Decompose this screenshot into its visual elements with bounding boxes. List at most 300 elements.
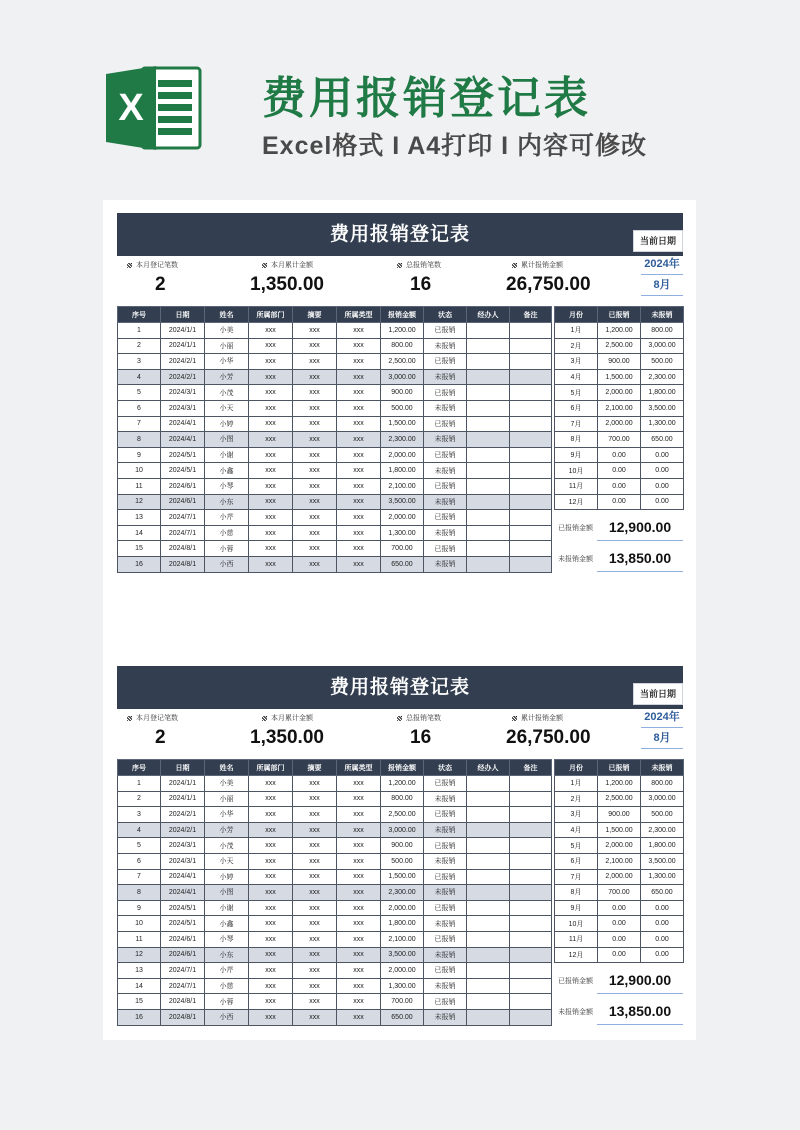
cell-department[interactable]: xxx [249, 947, 293, 963]
cell-amount[interactable]: 900.00 [381, 838, 424, 854]
column-header[interactable]: 姓名 [205, 307, 249, 323]
cell-amount[interactable]: 1,200.00 [381, 323, 424, 339]
cell-name[interactable]: 小婷 [205, 869, 249, 885]
cell-department[interactable]: xxx [249, 916, 293, 932]
cell-unpaid[interactable]: 0.00 [641, 494, 684, 510]
cell-name[interactable]: 小婷 [205, 416, 249, 432]
cell-note[interactable] [510, 822, 552, 838]
cell-summary[interactable]: xxx [293, 776, 337, 792]
summary-column-header[interactable]: 未报销 [641, 760, 684, 776]
cell-summary[interactable]: xxx [293, 354, 337, 370]
cell-type[interactable]: xxx [337, 400, 381, 416]
cell-department[interactable]: xxx [249, 822, 293, 838]
cell-index[interactable]: 8 [118, 885, 161, 901]
cell-summary[interactable]: xxx [293, 822, 337, 838]
cell-department[interactable]: xxx [249, 510, 293, 526]
summary-row[interactable] [555, 916, 684, 932]
cell-status[interactable]: 未报销 [424, 791, 467, 807]
summary-row[interactable] [555, 400, 684, 416]
cell-index[interactable]: 2 [118, 338, 161, 354]
cell-name[interactable]: 小芳 [205, 369, 249, 385]
cell-handler[interactable] [467, 369, 510, 385]
summary-row[interactable] [555, 931, 684, 947]
cell-name[interactable]: 小西 [205, 1009, 249, 1025]
cell-type[interactable]: xxx [337, 525, 381, 541]
cell-date[interactable]: 2024/2/1 [161, 822, 205, 838]
cell-handler[interactable] [467, 416, 510, 432]
cell-amount[interactable]: 2,500.00 [381, 807, 424, 823]
cell-summary[interactable]: xxx [293, 978, 337, 994]
table-row[interactable] [118, 416, 552, 432]
cell-paid[interactable]: 2,500.00 [598, 338, 641, 354]
cell-index[interactable]: 5 [118, 385, 161, 401]
cell-index[interactable]: 9 [118, 447, 161, 463]
summary-column-header[interactable]: 已报销 [598, 307, 641, 323]
cell-paid[interactable]: 2,000.00 [598, 869, 641, 885]
cell-name[interactable]: 小鑫 [205, 463, 249, 479]
column-header[interactable]: 日期 [161, 307, 205, 323]
summary-row[interactable] [555, 791, 684, 807]
cell-index[interactable]: 16 [118, 556, 161, 572]
cell-handler[interactable] [467, 556, 510, 572]
cell-date[interactable]: 2024/1/1 [161, 791, 205, 807]
cell-month[interactable]: 12月 [555, 947, 598, 963]
cell-name[interactable]: 小芹 [205, 510, 249, 526]
cell-month[interactable]: 7月 [555, 869, 598, 885]
cell-note[interactable] [510, 385, 552, 401]
cell-handler[interactable] [467, 978, 510, 994]
cell-index[interactable]: 8 [118, 432, 161, 448]
column-header[interactable]: 序号 [118, 307, 161, 323]
summary-row[interactable] [555, 338, 684, 354]
summary-column-header[interactable]: 已报销 [598, 760, 641, 776]
cell-paid[interactable]: 1,500.00 [598, 822, 641, 838]
cell-index[interactable]: 4 [118, 369, 161, 385]
cell-handler[interactable] [467, 1009, 510, 1025]
cell-index[interactable]: 2 [118, 791, 161, 807]
cell-unpaid[interactable]: 800.00 [641, 323, 684, 339]
cell-type[interactable]: xxx [337, 885, 381, 901]
cell-department[interactable]: xxx [249, 478, 293, 494]
cell-name[interactable]: 小东 [205, 947, 249, 963]
cell-paid[interactable]: 700.00 [598, 885, 641, 901]
table-row[interactable] [118, 478, 552, 494]
table-row[interactable] [118, 869, 552, 885]
cell-handler[interactable] [467, 916, 510, 932]
cell-index[interactable]: 1 [118, 323, 161, 339]
current-year-cell[interactable]: 2024年 [641, 708, 683, 728]
cell-handler[interactable] [467, 510, 510, 526]
cell-index[interactable]: 14 [118, 525, 161, 541]
table-row[interactable] [118, 323, 552, 339]
cell-note[interactable] [510, 463, 552, 479]
cell-amount[interactable]: 650.00 [381, 1009, 424, 1025]
cell-note[interactable] [510, 1009, 552, 1025]
cell-type[interactable]: xxx [337, 869, 381, 885]
cell-month[interactable]: 9月 [555, 900, 598, 916]
cell-handler[interactable] [467, 447, 510, 463]
cell-name[interactable]: 小茂 [205, 838, 249, 854]
cell-summary[interactable]: xxx [293, 1009, 337, 1025]
table-row[interactable] [118, 885, 552, 901]
cell-department[interactable]: xxx [249, 416, 293, 432]
cell-index[interactable]: 3 [118, 807, 161, 823]
cell-index[interactable]: 12 [118, 494, 161, 510]
cell-type[interactable]: xxx [337, 463, 381, 479]
cell-note[interactable] [510, 931, 552, 947]
cell-unpaid[interactable]: 1,300.00 [641, 869, 684, 885]
column-header[interactable]: 摘要 [293, 760, 337, 776]
summary-row[interactable] [555, 885, 684, 901]
summary-row[interactable] [555, 323, 684, 339]
cell-type[interactable]: xxx [337, 369, 381, 385]
cell-type[interactable]: xxx [337, 478, 381, 494]
cell-index[interactable]: 15 [118, 541, 161, 557]
cell-status[interactable]: 已报销 [424, 807, 467, 823]
table-row[interactable] [118, 385, 552, 401]
cell-summary[interactable]: xxx [293, 994, 337, 1010]
cell-index[interactable]: 13 [118, 510, 161, 526]
cell-note[interactable] [510, 853, 552, 869]
cell-index[interactable]: 1 [118, 776, 161, 792]
cell-type[interactable]: xxx [337, 323, 381, 339]
cell-date[interactable]: 2024/5/1 [161, 447, 205, 463]
cell-handler[interactable] [467, 900, 510, 916]
cell-type[interactable]: xxx [337, 963, 381, 979]
cell-amount[interactable]: 1,200.00 [381, 776, 424, 792]
cell-status[interactable]: 未报销 [424, 338, 467, 354]
cell-note[interactable] [510, 838, 552, 854]
summary-column-header[interactable]: 未报销 [641, 307, 684, 323]
cell-unpaid[interactable]: 3,000.00 [641, 338, 684, 354]
cell-name[interactable]: 小琴 [205, 931, 249, 947]
cell-paid[interactable]: 0.00 [598, 494, 641, 510]
table-row[interactable] [118, 791, 552, 807]
cell-department[interactable]: xxx [249, 1009, 293, 1025]
cell-index[interactable]: 11 [118, 931, 161, 947]
cell-unpaid[interactable]: 500.00 [641, 807, 684, 823]
cell-status[interactable]: 已报销 [424, 510, 467, 526]
cell-date[interactable]: 2024/5/1 [161, 900, 205, 916]
cell-department[interactable]: xxx [249, 838, 293, 854]
cell-unpaid[interactable]: 0.00 [641, 447, 684, 463]
cell-amount[interactable]: 2,300.00 [381, 885, 424, 901]
cell-department[interactable]: xxx [249, 525, 293, 541]
cell-note[interactable] [510, 541, 552, 557]
cell-handler[interactable] [467, 963, 510, 979]
column-header[interactable]: 所属部门 [249, 760, 293, 776]
cell-type[interactable]: xxx [337, 994, 381, 1010]
cell-status[interactable]: 未报销 [424, 432, 467, 448]
cell-index[interactable]: 10 [118, 463, 161, 479]
cell-amount[interactable]: 2,000.00 [381, 963, 424, 979]
cell-status[interactable]: 未报销 [424, 494, 467, 510]
summary-row[interactable] [555, 447, 684, 463]
cell-name[interactable]: 小天 [205, 400, 249, 416]
cell-note[interactable] [510, 432, 552, 448]
cell-summary[interactable]: xxx [293, 447, 337, 463]
cell-unpaid[interactable]: 0.00 [641, 916, 684, 932]
cell-type[interactable]: xxx [337, 432, 381, 448]
cell-handler[interactable] [467, 947, 510, 963]
cell-paid[interactable]: 1,500.00 [598, 369, 641, 385]
table-row[interactable] [118, 963, 552, 979]
cell-note[interactable] [510, 807, 552, 823]
cell-paid[interactable]: 2,100.00 [598, 400, 641, 416]
cell-department[interactable]: xxx [249, 994, 293, 1010]
cell-handler[interactable] [467, 838, 510, 854]
cell-note[interactable] [510, 916, 552, 932]
cell-unpaid[interactable]: 3,500.00 [641, 400, 684, 416]
cell-paid[interactable]: 0.00 [598, 931, 641, 947]
cell-unpaid[interactable]: 1,300.00 [641, 416, 684, 432]
cell-status[interactable]: 已报销 [424, 776, 467, 792]
cell-name[interactable]: 小慈 [205, 525, 249, 541]
column-header[interactable]: 日期 [161, 760, 205, 776]
cell-date[interactable]: 2024/3/1 [161, 853, 205, 869]
cell-index[interactable]: 14 [118, 978, 161, 994]
cell-index[interactable]: 7 [118, 869, 161, 885]
cell-paid[interactable]: 2,000.00 [598, 385, 641, 401]
cell-summary[interactable]: xxx [293, 963, 337, 979]
cell-date[interactable]: 2024/2/1 [161, 354, 205, 370]
cell-month[interactable]: 8月 [555, 432, 598, 448]
summary-row[interactable] [555, 385, 684, 401]
cell-note[interactable] [510, 338, 552, 354]
cell-date[interactable]: 2024/7/1 [161, 510, 205, 526]
cell-handler[interactable] [467, 338, 510, 354]
cell-note[interactable] [510, 978, 552, 994]
cell-type[interactable]: xxx [337, 385, 381, 401]
cell-name[interactable]: 小华 [205, 807, 249, 823]
cell-handler[interactable] [467, 494, 510, 510]
table-row[interactable] [118, 978, 552, 994]
cell-date[interactable]: 2024/5/1 [161, 916, 205, 932]
cell-department[interactable]: xxx [249, 776, 293, 792]
table-row[interactable] [118, 994, 552, 1010]
table-row[interactable] [118, 776, 552, 792]
cell-date[interactable]: 2024/7/1 [161, 525, 205, 541]
column-header[interactable]: 所属类型 [337, 307, 381, 323]
table-row[interactable] [118, 838, 552, 854]
cell-handler[interactable] [467, 853, 510, 869]
summary-row[interactable] [555, 853, 684, 869]
cell-paid[interactable]: 1,200.00 [598, 323, 641, 339]
cell-index[interactable]: 3 [118, 354, 161, 370]
cell-handler[interactable] [467, 541, 510, 557]
cell-department[interactable]: xxx [249, 869, 293, 885]
cell-department[interactable]: xxx [249, 447, 293, 463]
cell-handler[interactable] [467, 354, 510, 370]
cell-name[interactable]: 小谢 [205, 900, 249, 916]
table-row[interactable] [118, 338, 552, 354]
cell-type[interactable]: xxx [337, 541, 381, 557]
cell-handler[interactable] [467, 432, 510, 448]
cell-summary[interactable]: xxx [293, 838, 337, 854]
table-row[interactable] [118, 494, 552, 510]
cell-amount[interactable]: 2,100.00 [381, 478, 424, 494]
cell-date[interactable]: 2024/8/1 [161, 1009, 205, 1025]
cell-note[interactable] [510, 525, 552, 541]
table-row[interactable] [118, 556, 552, 572]
cell-unpaid[interactable]: 3,000.00 [641, 791, 684, 807]
cell-month[interactable]: 4月 [555, 369, 598, 385]
cell-amount[interactable]: 800.00 [381, 338, 424, 354]
cell-note[interactable] [510, 478, 552, 494]
cell-type[interactable]: xxx [337, 776, 381, 792]
cell-summary[interactable]: xxx [293, 791, 337, 807]
cell-unpaid[interactable]: 0.00 [641, 931, 684, 947]
cell-type[interactable]: xxx [337, 338, 381, 354]
cell-note[interactable] [510, 869, 552, 885]
cell-month[interactable]: 11月 [555, 931, 598, 947]
cell-summary[interactable]: xxx [293, 385, 337, 401]
cell-date[interactable]: 2024/4/1 [161, 869, 205, 885]
cell-department[interactable]: xxx [249, 807, 293, 823]
cell-handler[interactable] [467, 776, 510, 792]
current-month-cell[interactable]: 8月 [641, 729, 683, 749]
cell-type[interactable]: xxx [337, 791, 381, 807]
table-row[interactable] [118, 931, 552, 947]
cell-month[interactable]: 2月 [555, 338, 598, 354]
cell-date[interactable]: 2024/8/1 [161, 541, 205, 557]
cell-date[interactable]: 2024/6/1 [161, 478, 205, 494]
cell-date[interactable]: 2024/4/1 [161, 416, 205, 432]
cell-date[interactable]: 2024/7/1 [161, 963, 205, 979]
cell-handler[interactable] [467, 807, 510, 823]
cell-handler[interactable] [467, 931, 510, 947]
cell-name[interactable]: 小丽 [205, 791, 249, 807]
cell-department[interactable]: xxx [249, 885, 293, 901]
cell-note[interactable] [510, 369, 552, 385]
summary-row[interactable] [555, 900, 684, 916]
cell-date[interactable]: 2024/6/1 [161, 947, 205, 963]
cell-summary[interactable]: xxx [293, 494, 337, 510]
cell-name[interactable]: 小美 [205, 776, 249, 792]
cell-date[interactable]: 2024/4/1 [161, 432, 205, 448]
cell-note[interactable] [510, 416, 552, 432]
cell-status[interactable]: 未报销 [424, 1009, 467, 1025]
cell-amount[interactable]: 2,000.00 [381, 510, 424, 526]
cell-date[interactable]: 2024/6/1 [161, 494, 205, 510]
cell-paid[interactable]: 2,000.00 [598, 416, 641, 432]
cell-type[interactable]: xxx [337, 978, 381, 994]
column-header[interactable]: 备注 [510, 760, 552, 776]
cell-name[interactable]: 小蓉 [205, 994, 249, 1010]
cell-amount[interactable]: 1,800.00 [381, 916, 424, 932]
cell-department[interactable]: xxx [249, 494, 293, 510]
cell-note[interactable] [510, 791, 552, 807]
cell-unpaid[interactable]: 1,800.00 [641, 385, 684, 401]
cell-paid[interactable]: 0.00 [598, 478, 641, 494]
cell-type[interactable]: xxx [337, 1009, 381, 1025]
column-header[interactable]: 备注 [510, 307, 552, 323]
cell-status[interactable]: 未报销 [424, 463, 467, 479]
cell-month[interactable]: 1月 [555, 323, 598, 339]
cell-summary[interactable]: xxx [293, 400, 337, 416]
cell-index[interactable]: 13 [118, 963, 161, 979]
cell-unpaid[interactable]: 2,300.00 [641, 822, 684, 838]
column-header[interactable]: 报销金额 [381, 307, 424, 323]
cell-paid[interactable]: 1,200.00 [598, 776, 641, 792]
cell-type[interactable]: xxx [337, 947, 381, 963]
cell-status[interactable]: 已报销 [424, 931, 467, 947]
cell-summary[interactable]: xxx [293, 323, 337, 339]
cell-name[interactable]: 小蓉 [205, 541, 249, 557]
summary-column-header[interactable]: 月份 [555, 760, 598, 776]
table-row[interactable] [118, 369, 552, 385]
table-row[interactable] [118, 463, 552, 479]
cell-paid[interactable]: 900.00 [598, 354, 641, 370]
cell-summary[interactable]: xxx [293, 369, 337, 385]
cell-paid[interactable]: 900.00 [598, 807, 641, 823]
cell-unpaid[interactable]: 0.00 [641, 478, 684, 494]
cell-amount[interactable]: 2,500.00 [381, 354, 424, 370]
cell-note[interactable] [510, 447, 552, 463]
cell-type[interactable]: xxx [337, 447, 381, 463]
cell-date[interactable]: 2024/2/1 [161, 369, 205, 385]
cell-note[interactable] [510, 947, 552, 963]
cell-department[interactable]: xxx [249, 354, 293, 370]
cell-index[interactable]: 9 [118, 900, 161, 916]
column-header[interactable]: 姓名 [205, 760, 249, 776]
cell-unpaid[interactable]: 650.00 [641, 885, 684, 901]
cell-name[interactable]: 小慈 [205, 978, 249, 994]
cell-status[interactable]: 未报销 [424, 885, 467, 901]
cell-paid[interactable]: 0.00 [598, 900, 641, 916]
cell-status[interactable]: 未报销 [424, 400, 467, 416]
cell-note[interactable] [510, 963, 552, 979]
column-header[interactable]: 状态 [424, 760, 467, 776]
cell-department[interactable]: xxx [249, 463, 293, 479]
cell-name[interactable]: 小图 [205, 885, 249, 901]
cell-note[interactable] [510, 510, 552, 526]
cell-type[interactable]: xxx [337, 822, 381, 838]
cell-status[interactable]: 未报销 [424, 525, 467, 541]
cell-index[interactable]: 6 [118, 400, 161, 416]
cell-unpaid[interactable]: 3,500.00 [641, 853, 684, 869]
cell-status[interactable]: 已报销 [424, 416, 467, 432]
cell-department[interactable]: xxx [249, 963, 293, 979]
cell-summary[interactable]: xxx [293, 947, 337, 963]
cell-summary[interactable]: xxx [293, 338, 337, 354]
summary-row[interactable] [555, 947, 684, 963]
cell-paid[interactable]: 0.00 [598, 916, 641, 932]
cell-date[interactable]: 2024/5/1 [161, 463, 205, 479]
cell-amount[interactable]: 800.00 [381, 791, 424, 807]
cell-department[interactable]: xxx [249, 541, 293, 557]
cell-paid[interactable]: 0.00 [598, 947, 641, 963]
cell-index[interactable]: 7 [118, 416, 161, 432]
cell-note[interactable] [510, 776, 552, 792]
cell-unpaid[interactable]: 1,800.00 [641, 838, 684, 854]
cell-month[interactable]: 6月 [555, 853, 598, 869]
cell-status[interactable]: 未报销 [424, 369, 467, 385]
cell-note[interactable] [510, 994, 552, 1010]
cell-name[interactable]: 小芹 [205, 963, 249, 979]
cell-summary[interactable]: xxx [293, 416, 337, 432]
cell-month[interactable]: 3月 [555, 354, 598, 370]
cell-date[interactable]: 2024/8/1 [161, 994, 205, 1010]
cell-department[interactable]: xxx [249, 853, 293, 869]
cell-summary[interactable]: xxx [293, 463, 337, 479]
current-month-cell[interactable]: 8月 [641, 276, 683, 296]
cell-date[interactable]: 2024/3/1 [161, 400, 205, 416]
current-date-box[interactable]: 当前日期 [633, 683, 683, 705]
cell-summary[interactable]: xxx [293, 432, 337, 448]
cell-unpaid[interactable]: 0.00 [641, 900, 684, 916]
cell-month[interactable]: 9月 [555, 447, 598, 463]
